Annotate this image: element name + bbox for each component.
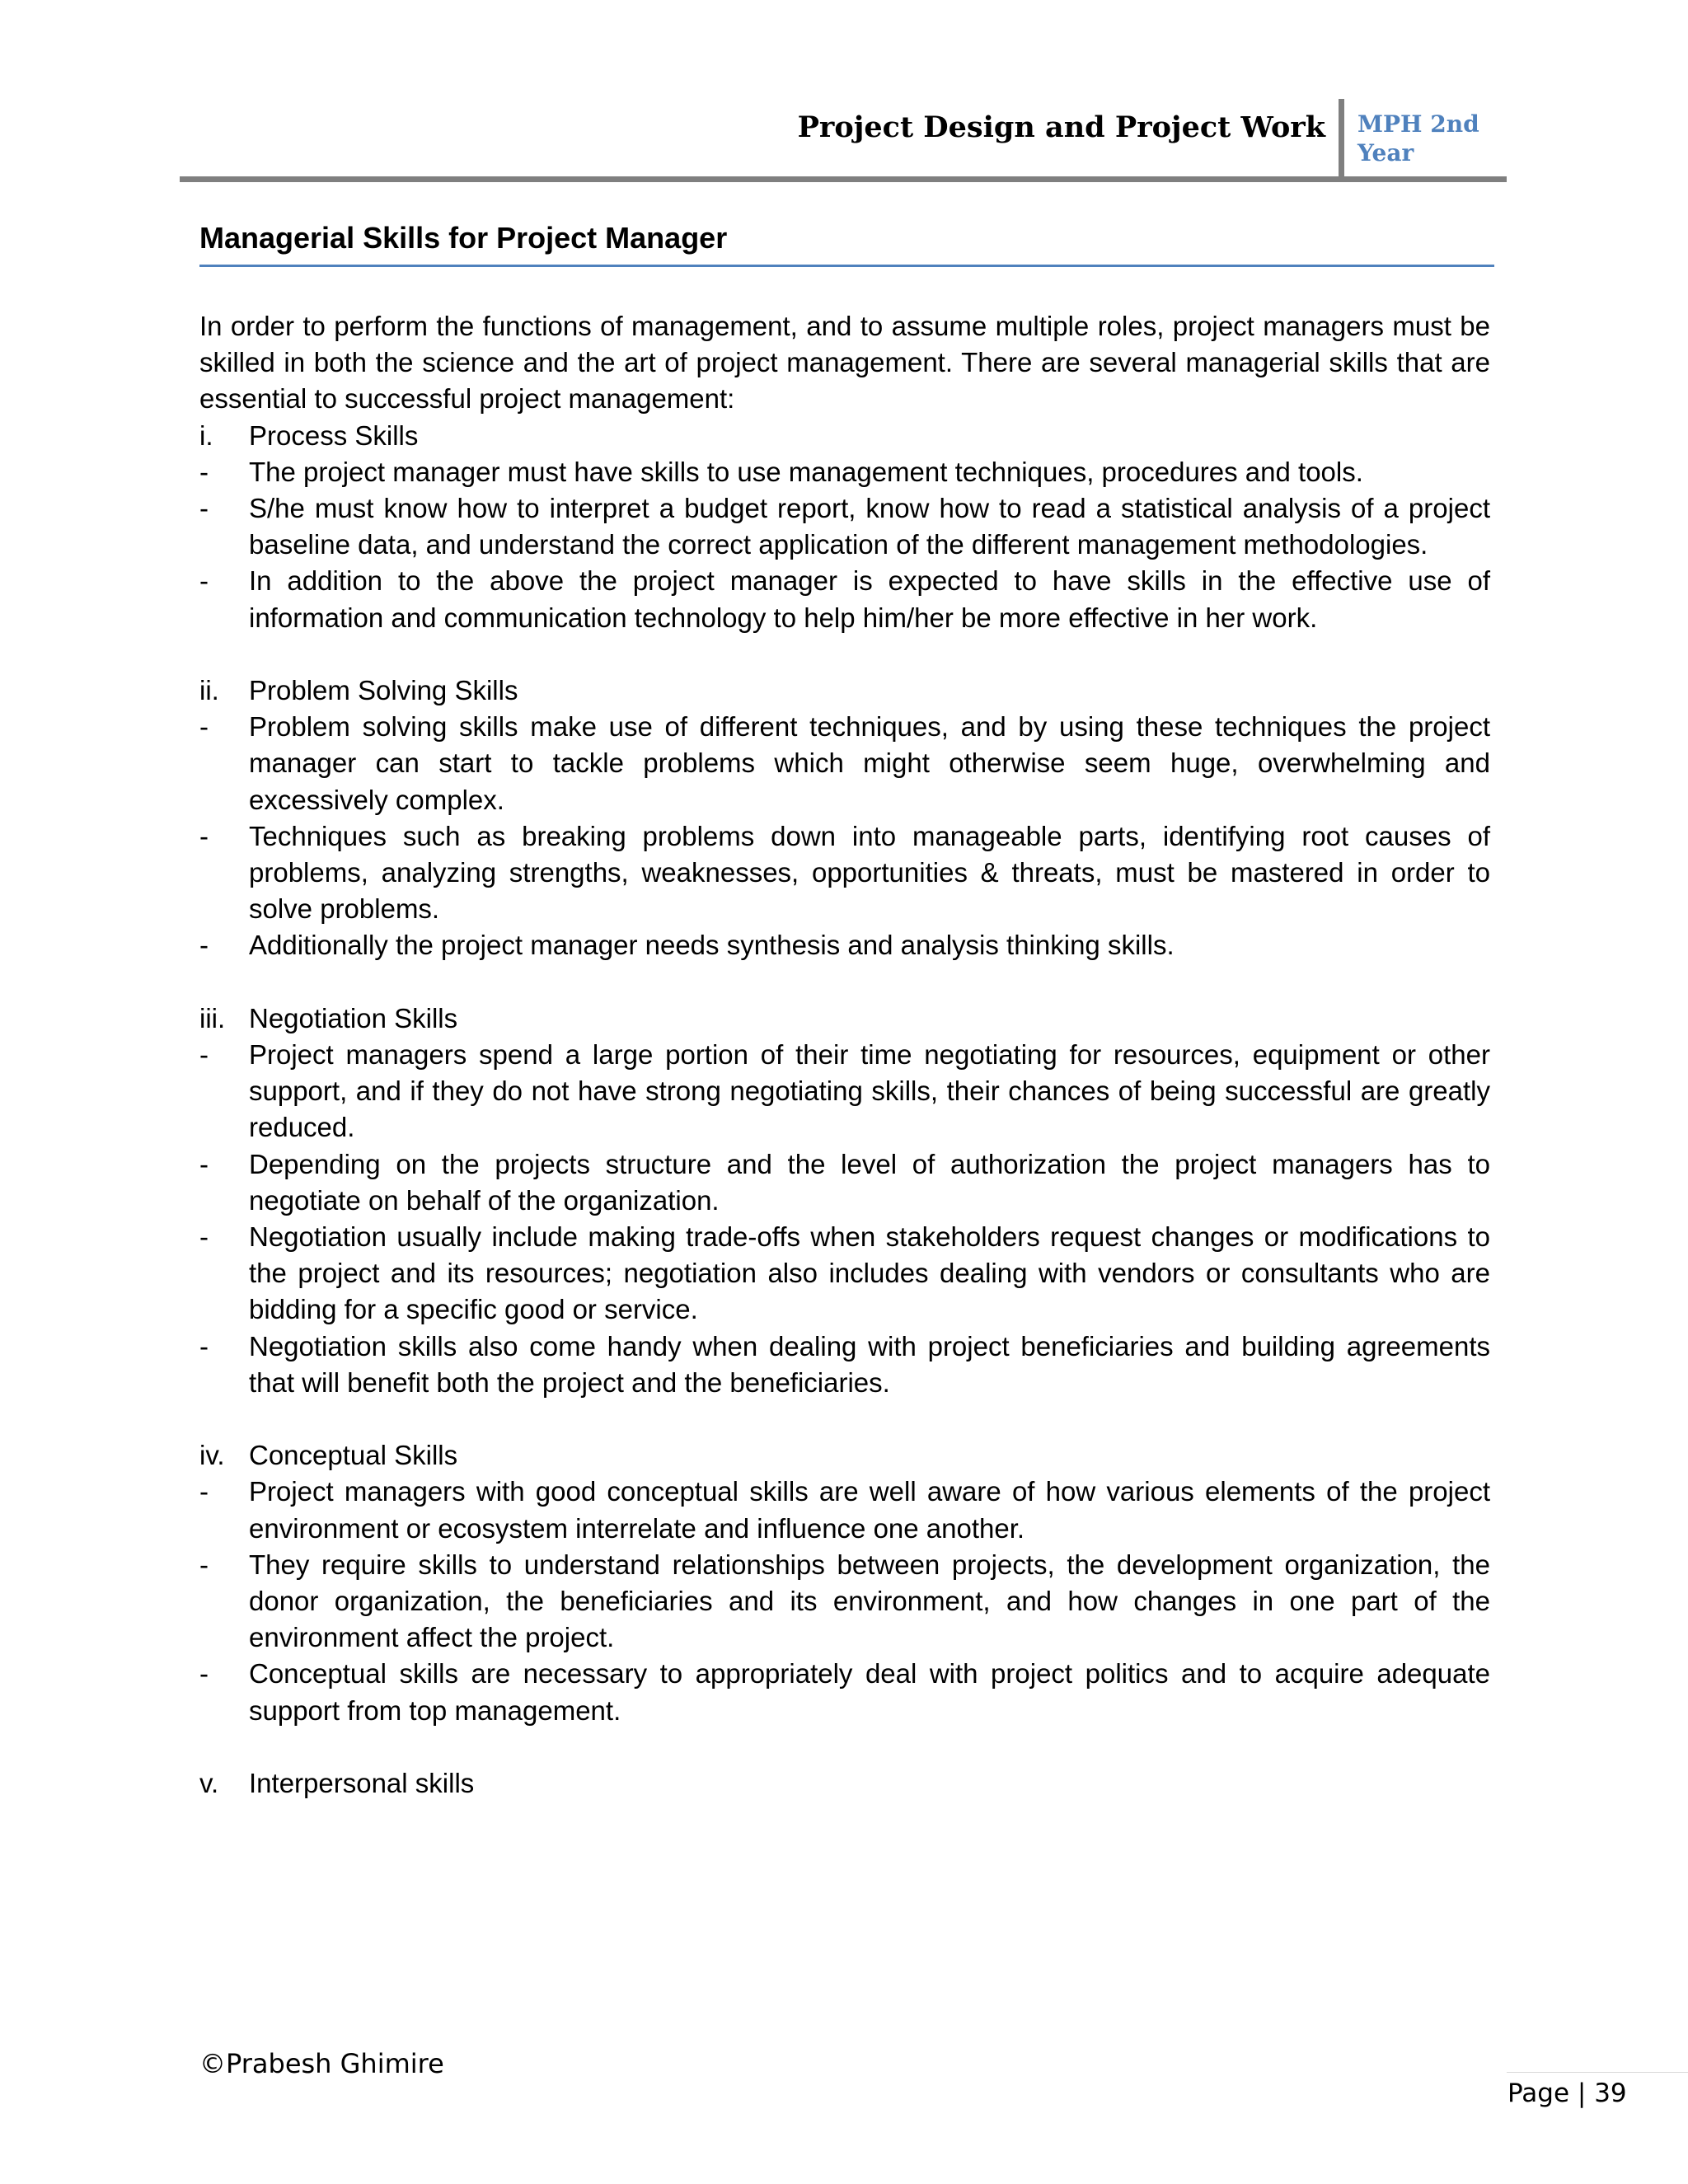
bullet-text: S/he must know how to interpret a budget report, know how to read a statistical analysis of a project baseline data, and understand the correct application of the different management methodologies.: [249, 493, 1490, 560]
skill-numeral: ii.: [199, 675, 219, 706]
section-gap: [199, 1401, 1490, 1437]
bullet-text: Negotiation usually include making trade-offs when stakeholders request changes or modifications to the project and its resources; negotiation also includes dealing with vendors or consultants who are bidding for a specific good or service.: [249, 1221, 1490, 1325]
bullet-text: Additionally the project manager needs synthesis and analysis thinking skills.: [249, 930, 1175, 961]
skill-numeral: v.: [199, 1768, 219, 1799]
header-rule: [180, 176, 1507, 182]
bullet-dash: -: [199, 1148, 209, 1179]
skill-title: Problem Solving Skills: [249, 675, 518, 706]
bullet-text: The project manager must have skills to use management techniques, procedures and tools.: [249, 456, 1363, 487]
page-number: Page | 39: [1507, 2079, 1627, 2108]
section-gap: [199, 964, 1490, 1001]
skill-heading: [199, 1765, 1490, 1802]
bullet-text: Project managers with good conceptual skills are well aware of how various elements of the project environment or ecosystem interrelate and influence one another.: [249, 1476, 1490, 1544]
bullet-dash: -: [199, 1330, 209, 1361]
bullet-item: [199, 1474, 1490, 1546]
skill-heading: [199, 418, 1490, 454]
bullet-text: Conceptual skills are necessary to appropriately deal with project politics and to acquire adequate support from top management.: [249, 1658, 1490, 1726]
bullet-item: [199, 1656, 1490, 1728]
bullet-dash: -: [199, 711, 209, 743]
bullet-text: Depending on the projects structure and the level of authorization the project managers has to negotiate on behalf of the organization.: [249, 1148, 1490, 1216]
bullet-item: [199, 709, 1490, 818]
skill-title: Conceptual Skills: [249, 1440, 458, 1471]
header-title: Project Design and Project Work: [797, 110, 1325, 144]
bullet-item: [199, 454, 1490, 490]
section-heading-rule: [199, 265, 1494, 267]
footer-author: ©Prabesh Ghimire: [199, 2048, 444, 2079]
bullet-item: [199, 490, 1490, 563]
bullet-text: They require skills to understand relationships between projects, the development organization, the donor organization, the beneficiaries and its environment, and how changes in one part of the environment affect the project.: [249, 1549, 1490, 1653]
skill-title: Process Skills: [249, 419, 419, 451]
bullet-dash: -: [199, 1221, 209, 1253]
bullet-item: [199, 927, 1490, 963]
bullet-dash: -: [199, 930, 209, 961]
bullet-dash: -: [199, 820, 209, 851]
bullet-dash: -: [199, 1039, 209, 1071]
bullet-item: [199, 1329, 1490, 1401]
header-course-tag: MPH 2nd Year: [1357, 110, 1479, 166]
bullet-dash: -: [199, 493, 209, 524]
body-text: [199, 308, 1490, 1802]
bullet-dash: -: [199, 1549, 209, 1580]
skill-numeral: i.: [199, 419, 213, 451]
header-divider: [1339, 99, 1344, 178]
bullet-text: Negotiation skills also come handy when dealing with project beneficiaries and building agreements that will benefit both the project and the beneficiaries.: [249, 1330, 1490, 1398]
bullet-text: Techniques such as breaking problems down into manageable parts, identifying root causes of problems, analyzing strengths, weaknesses, opportunities & threats, must be mastered in order to solve problems.: [249, 820, 1490, 925]
footer-rule: [1507, 2072, 1688, 2073]
bullet-dash: -: [199, 565, 209, 597]
skill-heading: [199, 1001, 1490, 1037]
bullet-dash: -: [199, 1658, 209, 1690]
skill-numeral: iii.: [199, 1002, 226, 1033]
bullet-text: Problem solving skills make use of different techniques, and by using these techniques the project manager can start to tackle problems which might otherwise seem huge, overwhelming and excessively complex.: [249, 711, 1490, 815]
bullet-dash: -: [199, 456, 209, 487]
bullet-text: Project managers spend a large portion of their time negotiating for resources, equipment or other support, and if they do not have strong negotiating skills, their chances of being successful are greatly reduced.: [249, 1039, 1490, 1143]
bullet-item: [199, 1146, 1490, 1219]
bullet-item: [199, 1037, 1490, 1146]
intro-paragraph: In order to perform the functions of management, and to assume multiple roles, project managers must be skilled in both the science and the art of project management. There are several managerial skills that are essential to successful project management:: [199, 311, 1490, 415]
skill-numeral: iv.: [199, 1440, 225, 1471]
skill-heading: [199, 673, 1490, 709]
bullet-text: In addition to the above the project manager is expected to have skills in the effective use of information and communication technology to help him/her be more effective in her work.: [249, 565, 1490, 633]
section-heading: Managerial Skills for Project Manager: [199, 221, 728, 255]
bullet-dash: -: [199, 1476, 209, 1507]
bullet-item: [199, 1219, 1490, 1329]
skill-title: Interpersonal skills: [249, 1768, 475, 1799]
bullet-item: [199, 818, 1490, 928]
skills-list: [199, 418, 1490, 1802]
skill-title: Negotiation Skills: [249, 1002, 458, 1033]
bullet-item: [199, 1547, 1490, 1657]
skill-heading: [199, 1437, 1490, 1474]
section-gap: [199, 636, 1490, 673]
bullet-item: [199, 563, 1490, 635]
section-gap: [199, 1729, 1490, 1765]
